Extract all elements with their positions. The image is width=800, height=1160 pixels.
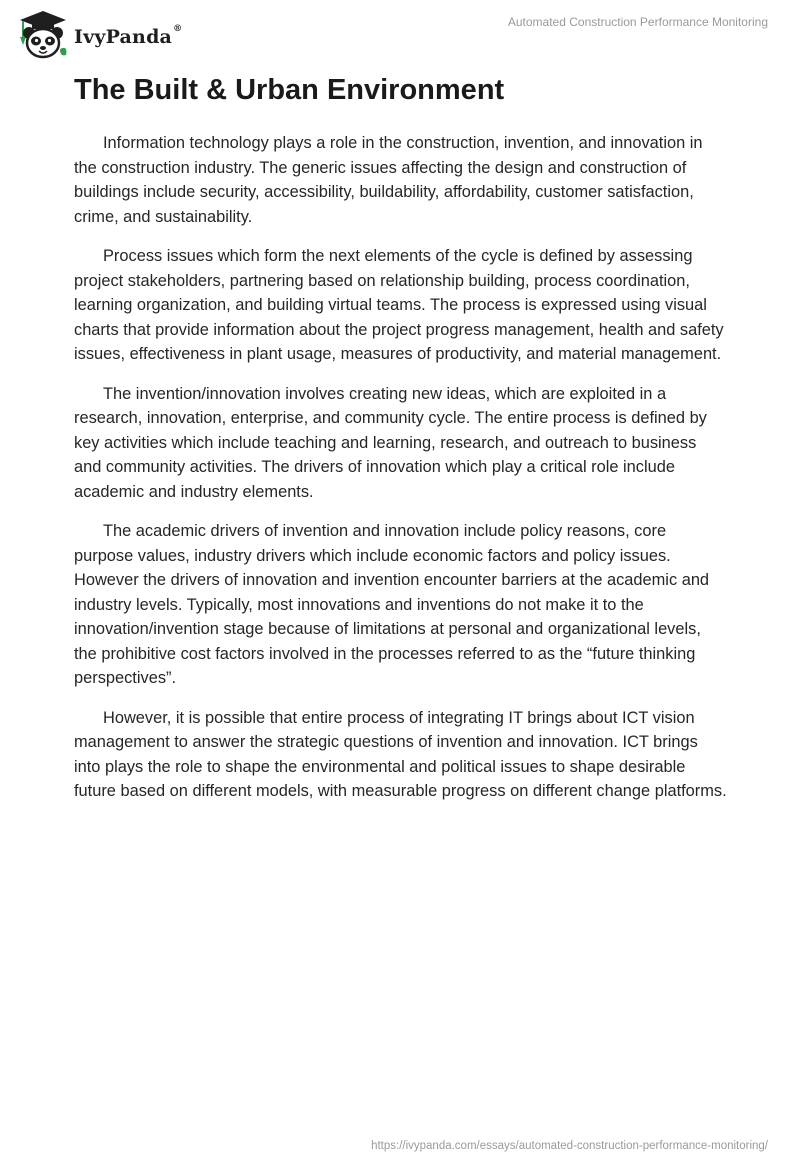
source-url[interactable]: https://ivypanda.com/essays/automated-construction-performance-monitoring/ (371, 1140, 768, 1152)
paragraph-2: Process issues which form the next elements of the cycle is defined by assessing project stakeholders, partnering based on relationship building, process coordination, learning organization, and building virtual teams. The process is expressed using visual charts that provide information about the project progress management, health and safety issues, effectiveness in plant usage, measures of productivity, and material management. (74, 247, 724, 364)
article-body (74, 74, 728, 819)
paragraph-3: The invention/innovation involves creating new ideas, which are exploited in a research, innovation, enterprise, and community cycle. The entire process is defined by key activities which include teaching and learning, research, and outreach to business and community activities. The drivers of innovation which play a critical role include academic and industry elements. (74, 384, 707, 501)
panda-graduate-icon (14, 9, 72, 61)
brand-logo[interactable] (14, 9, 182, 61)
paragraph-4: The academic drivers of invention and innovation include policy reasons, core purpose values, industry drivers which include economic factors and policy issues. However the drivers of innovation and invention encounter barriers at the academic and industry levels. Typically, most innovations and inventions do not make it to the innovation/invention stage because of limitations at personal and organizational levels, the prohibitive cost factors involved in the processes referred to as the “future thinking perspectives”. (74, 522, 710, 688)
paragraph-1: Information technology plays a role in the construction, invention, and innovation in the construction industry. The generic issues affecting the design and construction of buildings include security, accessibility, buildability, affordability, customer satisfaction, crime, and sustainability. (74, 134, 703, 226)
section-heading: The Built & Urban Environment (74, 74, 505, 106)
document-title: Automated Construction Performance Monitoring (507, 15, 768, 29)
paragraph-5: However, it is possible that entire process of integrating IT brings about ICT vision management to answer the strategic questions of invention and innovation. ICT brings into plays the role to shape the environmental and political issues to shape desirable future based on different models, with measurable progress on different change platforms. (74, 708, 727, 801)
brand-name: IvyPanda® (74, 24, 183, 48)
page-header (0, 0, 800, 64)
registered-mark: ® (173, 24, 183, 34)
